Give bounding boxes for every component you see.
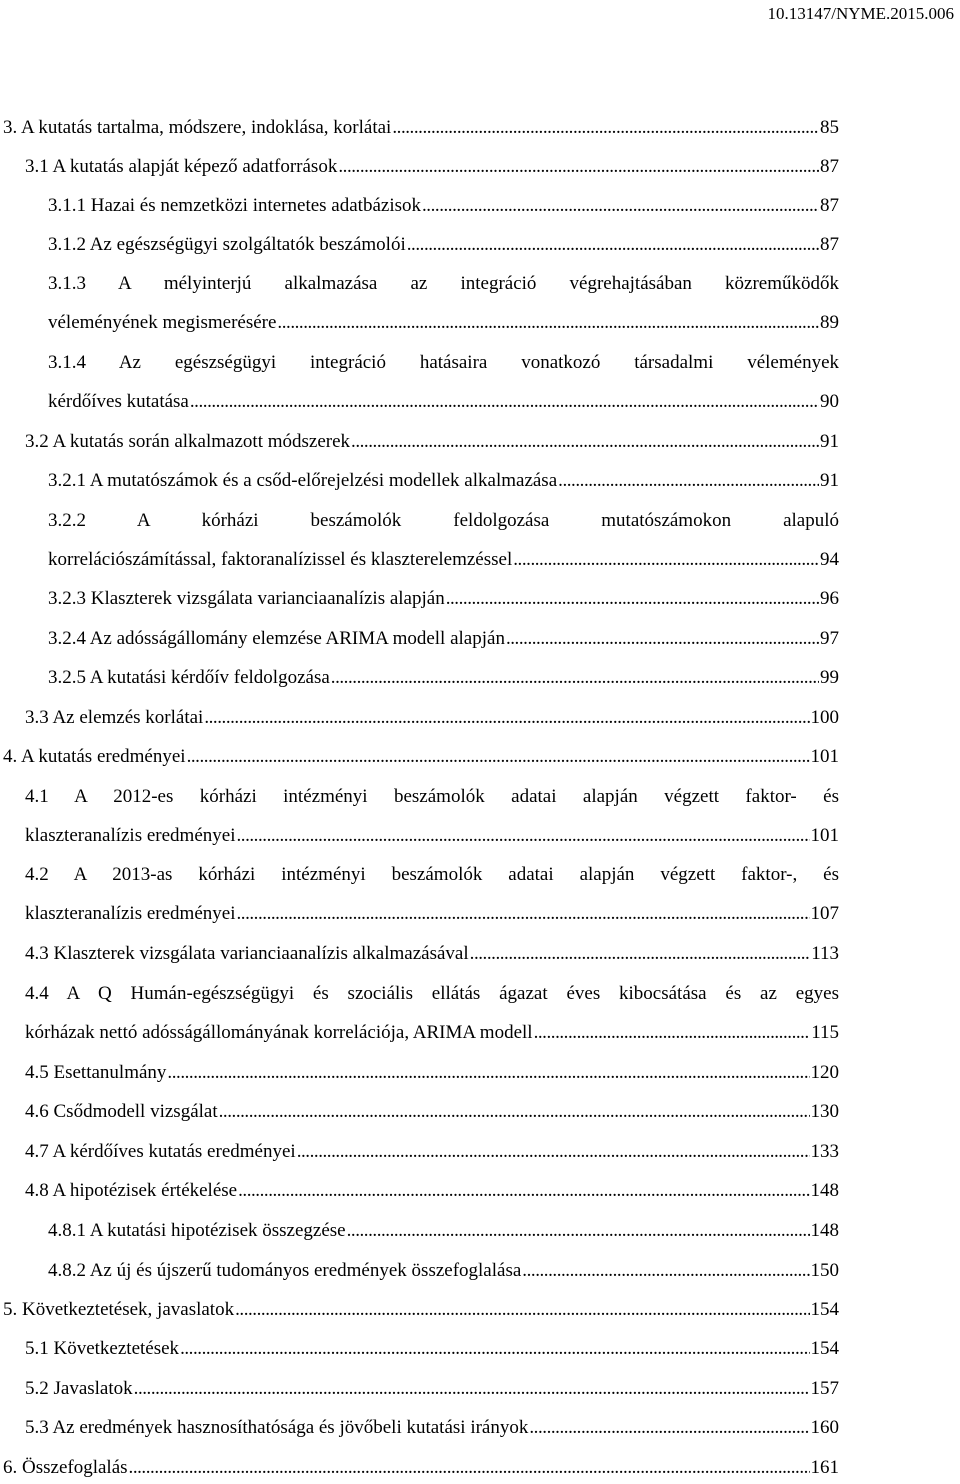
toc-page-number: 148 (810, 1220, 839, 1241)
toc-entry-title-line1: 3.1.4 Az egészségügyi integráció hatásaira vonatkozó társadalmi vélemények (48, 352, 839, 373)
toc-page-number: 91 (820, 470, 839, 491)
toc-page-number: 101 (810, 825, 839, 846)
toc-entry-4-8-1[interactable] (48, 1220, 839, 1242)
toc-entry-title: 5.1 Következtetések (25, 1338, 180, 1359)
toc-entry-title: 3.2 A kutatás során alkalmazott módszerek (25, 431, 351, 452)
toc-entry-title: klaszteranalízis eredményei (25, 825, 236, 846)
toc-entry-3-1-1[interactable] (48, 195, 839, 217)
toc-entry-4-1[interactable] (25, 786, 839, 847)
toc-entry-3-2-3[interactable] (48, 588, 839, 610)
toc-entry-3-2-1[interactable] (48, 470, 839, 492)
toc-page-number: 101 (810, 746, 839, 767)
toc-page-number: 157 (810, 1378, 839, 1399)
toc-entry-4-2[interactable] (25, 864, 839, 925)
toc-entry-3-1-3[interactable] (48, 273, 839, 334)
toc-entry-title: 4.3 Klaszterek vizsgálata varianciaanalízis alkalmazásával (25, 943, 469, 964)
toc-entry-title: 4.6 Csődmodell vizsgálat (25, 1101, 218, 1122)
toc-entry-5-2[interactable] (25, 1378, 839, 1400)
toc-entry-3-2-4[interactable] (48, 628, 839, 650)
toc-page-number: 130 (810, 1101, 839, 1122)
toc-entry-title: 5. Következtetések, javaslatok (3, 1299, 235, 1320)
toc-entry-title: 6. Összefoglalás (3, 1457, 128, 1478)
toc-entry-title: 3. A kutatás tartalma, módszere, indoklása, korlátai (3, 117, 392, 138)
toc-entry-title: 4.7 A kérdőíves kutatás eredményei (25, 1141, 296, 1162)
toc-entry-4-4[interactable] (25, 983, 839, 1044)
toc-entry-title: 4. A kutatás eredményei (3, 746, 186, 767)
toc-entry-title: 3.2.5 A kutatási kérdőív feldolgozása (48, 667, 330, 688)
toc-page-number: 87 (820, 195, 839, 216)
toc-entry-3[interactable] (3, 117, 839, 139)
toc-page-number: 154 (810, 1299, 839, 1320)
toc-entry-title-line1: 3.2.2 A kórházi beszámolók feldolgozása mutatószámokon alapuló (48, 510, 839, 531)
toc-entry-title: korrelációszámítással, faktoranalízissel és klaszterelemzéssel (48, 549, 513, 570)
toc-page-number: 85 (820, 117, 839, 138)
toc-entry-title-line1: 4.2 A 2013-as kórházi intézményi beszámolók adatai alapján végzett faktor-, és (25, 864, 839, 885)
toc-entry-title: kórházak nettó adósságállományának korrelációja, ARIMA modell (25, 1022, 533, 1043)
toc-page-number: 154 (810, 1338, 839, 1359)
toc-entry-3-1-4[interactable] (48, 352, 839, 413)
toc-entry-title: 3.3 Az elemzés korlátai (25, 707, 204, 728)
toc-entry-title: 4.8.2 Az új és újszerű tudományos eredmények összefoglalása (48, 1260, 522, 1281)
toc-entry-title: 3.1 A kutatás alapját képező adatforrások (25, 156, 338, 177)
toc-page-number: 96 (820, 588, 839, 609)
toc-entry-3-2-2[interactable] (48, 510, 839, 571)
toc-page-number: 115 (811, 1022, 839, 1043)
toc-entry-3-2-5[interactable] (48, 667, 839, 689)
toc-entry-title: 3.1.2 Az egészségügyi szolgáltatók beszámolói (48, 234, 406, 255)
toc-entry-title: 3.1.1 Hazai és nemzetközi internetes adatbázisok (48, 195, 421, 216)
toc-entry-title: kérdőíves kutatása (48, 391, 189, 412)
toc-entry-title: 5.3 Az eredmények hasznosíthatósága és jövőbeli kutatási irányok (25, 1417, 529, 1438)
toc-entry-4-5[interactable] (25, 1062, 839, 1084)
toc-page-number: 87 (820, 234, 839, 255)
toc-entry-title: klaszteranalízis eredményei (25, 903, 236, 924)
toc-entry-title: 3.2.1 A mutatószámok és a csőd-előrejelzési modellek alkalmazása (48, 470, 558, 491)
toc-entry-title-line1: 4.1 A 2012-es kórházi intézményi beszámolók adatai alapján végzett faktor- és (25, 786, 839, 807)
toc-entry-title-line1: 3.1.3 A mélyinterjú alkalmazása az integráció végrehajtásában közreműködők (48, 273, 839, 294)
toc-page-number: 107 (810, 903, 839, 924)
toc-page-number: 161 (810, 1457, 839, 1478)
toc-entry-4[interactable] (3, 746, 839, 768)
toc-entry-title: véleményének megismerésére (48, 312, 277, 333)
toc-entry-4-8[interactable] (25, 1180, 839, 1202)
toc-entry-title: 5.2 Javaslatok (25, 1378, 133, 1399)
toc-page-number: 99 (820, 667, 839, 688)
toc-page-number: 120 (810, 1062, 839, 1083)
toc-entry-4-7[interactable] (25, 1141, 839, 1163)
toc-page-number: 91 (820, 431, 839, 452)
toc-page-number: 133 (810, 1141, 839, 1162)
toc-entry-3-1[interactable] (25, 156, 839, 178)
toc-page-number: 97 (820, 628, 839, 649)
toc-page-number: 148 (810, 1180, 839, 1201)
doi-header: 10.13147/NYME.2015.006 (767, 4, 954, 23)
toc-entry-title: 4.8.1 A kutatási hipotézisek összegzése (48, 1220, 346, 1241)
toc-entry-4-8-2[interactable] (48, 1260, 839, 1282)
toc-page-number: 100 (810, 707, 839, 728)
toc-entry-3-1-2[interactable] (48, 234, 839, 256)
toc-entry-5-1[interactable] (25, 1338, 839, 1360)
toc-page-number: 94 (820, 549, 839, 570)
toc-page-number: 113 (811, 943, 839, 964)
toc-page-number: 160 (810, 1417, 839, 1438)
toc-page-number: 150 (810, 1260, 839, 1281)
toc-entry-3-3[interactable] (25, 707, 839, 729)
toc-entry-title: 3.2.3 Klaszterek vizsgálata varianciaanalízis alapján (48, 588, 445, 609)
toc-entry-3-2[interactable] (25, 431, 839, 453)
toc-entry-5[interactable] (3, 1299, 839, 1321)
toc-entry-title: 3.2.4 Az adósságállomány elemzése ARIMA modell alapján (48, 628, 505, 649)
toc-entry-title: 4.5 Esettanulmány (25, 1062, 167, 1083)
toc-page-number: 87 (820, 156, 839, 177)
toc-entry-4-3[interactable] (25, 943, 839, 965)
toc-entry-4-6[interactable] (25, 1101, 839, 1123)
toc-page-number: 89 (820, 312, 839, 333)
toc-entry-title: 4.8 A hipotézisek értékelése (25, 1180, 238, 1201)
toc-entry-5-3[interactable] (25, 1417, 839, 1439)
toc-entry-6[interactable] (3, 1457, 839, 1479)
toc-page-number: 90 (820, 391, 839, 412)
toc-entry-title-line1: 4.4 A Q Humán-egészségügyi és szociális ellátás ágazat éves kibocsátása és az egyes (25, 983, 839, 1004)
